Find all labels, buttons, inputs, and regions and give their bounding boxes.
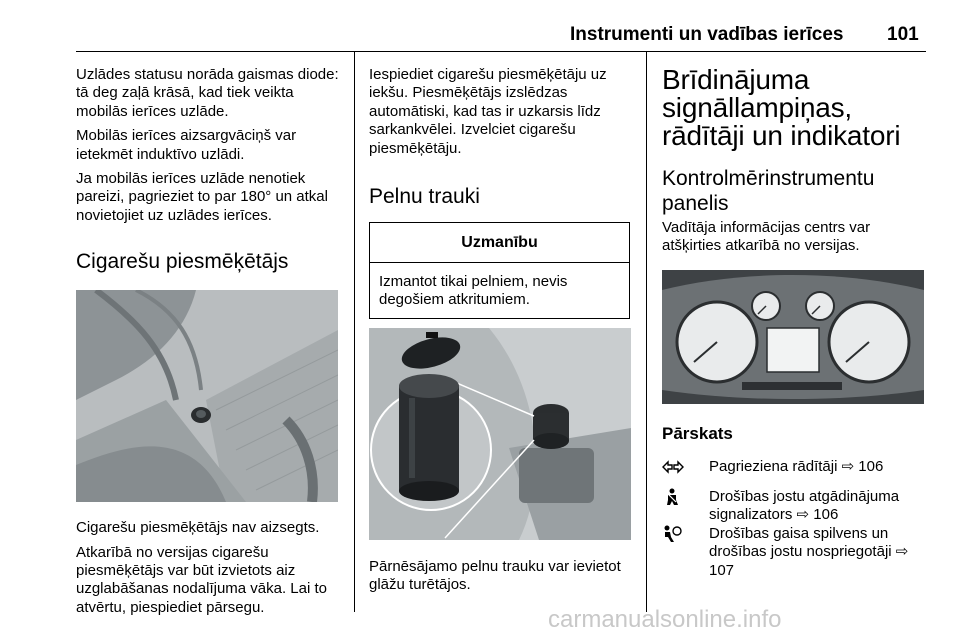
ashtray-drawing	[369, 328, 631, 540]
page-number: 101	[887, 24, 919, 45]
paragraph: Iespiediet cigarešu piesmēķētāju uz iekšu. Piesmēķētājs izslēdzas automātiski, kad tas ir uzkarsis līdz sarkankvēlei. Izvelciet cigarešu piesmēķētāju.	[369, 66, 607, 157]
airbag-icon	[662, 525, 684, 543]
cigarette-lighter-illustration	[76, 290, 338, 502]
paragraph: Uzlādes statusu norāda gaismas diode: tā deg zaļā krāsā, kad tiek veikta mobilās ierīces uzlāde.	[76, 66, 339, 120]
seatbelt-icon	[662, 488, 684, 506]
cigarette-lighter-drawing	[76, 290, 338, 502]
indicator-list	[662, 458, 930, 588]
list-item-text: Drošības jostu atgādinājuma signalizators ⇨ 106	[709, 487, 900, 524]
column-1	[76, 66, 344, 623]
list-item-text: Pagrieziena rādītāji ⇨ 106	[709, 457, 884, 475]
page-header-title: Instrumenti un vadības ierīces	[570, 24, 844, 45]
instrument-cluster-drawing	[662, 270, 924, 404]
section-heading: Cigarešu piesmēķētājs	[76, 250, 289, 274]
column-2	[369, 66, 633, 601]
ashtray-illustration	[369, 328, 631, 540]
watermark-text: carmanualsonline.info	[548, 606, 782, 633]
caution-notice	[369, 222, 630, 319]
page-main-heading: Brīdinājuma signāllampiņas, rādītāji un indikatori	[662, 64, 901, 151]
header-rule	[76, 51, 926, 52]
paragraph: Ja mobilās ierīces uzlāde nenotiek pareizi, pagrieziet to par 180° un atkal novietojiet uz uzlādes ierīces.	[76, 170, 328, 224]
paragraph: Vadītāja informācijas centrs var atšķirties atkarībā no versijas.	[662, 219, 871, 255]
turn-signal-icon	[662, 458, 684, 476]
section-heading: Pelnu trauki	[369, 185, 480, 209]
figure-caption: Pārnēsājamo pelnu trauku var ievietot glāžu turētājos.	[369, 557, 621, 594]
list-item-text: Drošības gaisa spilvens un drošības jostu nospriegotāji ⇨ 107	[709, 524, 909, 579]
paragraph: Atkarībā no versijas cigarešu piesmēķētājs var būt izvietots aiz uzglabāšanas nodalījuma vāka. Lai to atvērtu, piespiediet pārsegu.	[76, 543, 328, 616]
notice-text: Izmantot tikai pelniem, nevis degošiem atkritumiem.	[379, 273, 568, 309]
column-divider	[646, 51, 647, 612]
instrument-cluster-illustration	[662, 270, 924, 404]
column-divider	[354, 51, 355, 612]
paragraph: Mobilās ierīces aizsargvāciņš var ietekmēt induktīvo uzlādi.	[76, 127, 297, 163]
overview-heading: Pārskats	[662, 423, 733, 443]
column-3	[662, 66, 930, 588]
subsection-heading: Kontrolmērinstrumentu panelis	[662, 167, 875, 215]
notice-title: Uzmanību	[370, 223, 629, 263]
paragraph: Cigarešu piesmēķētājs nav aizsegts.	[76, 519, 320, 537]
